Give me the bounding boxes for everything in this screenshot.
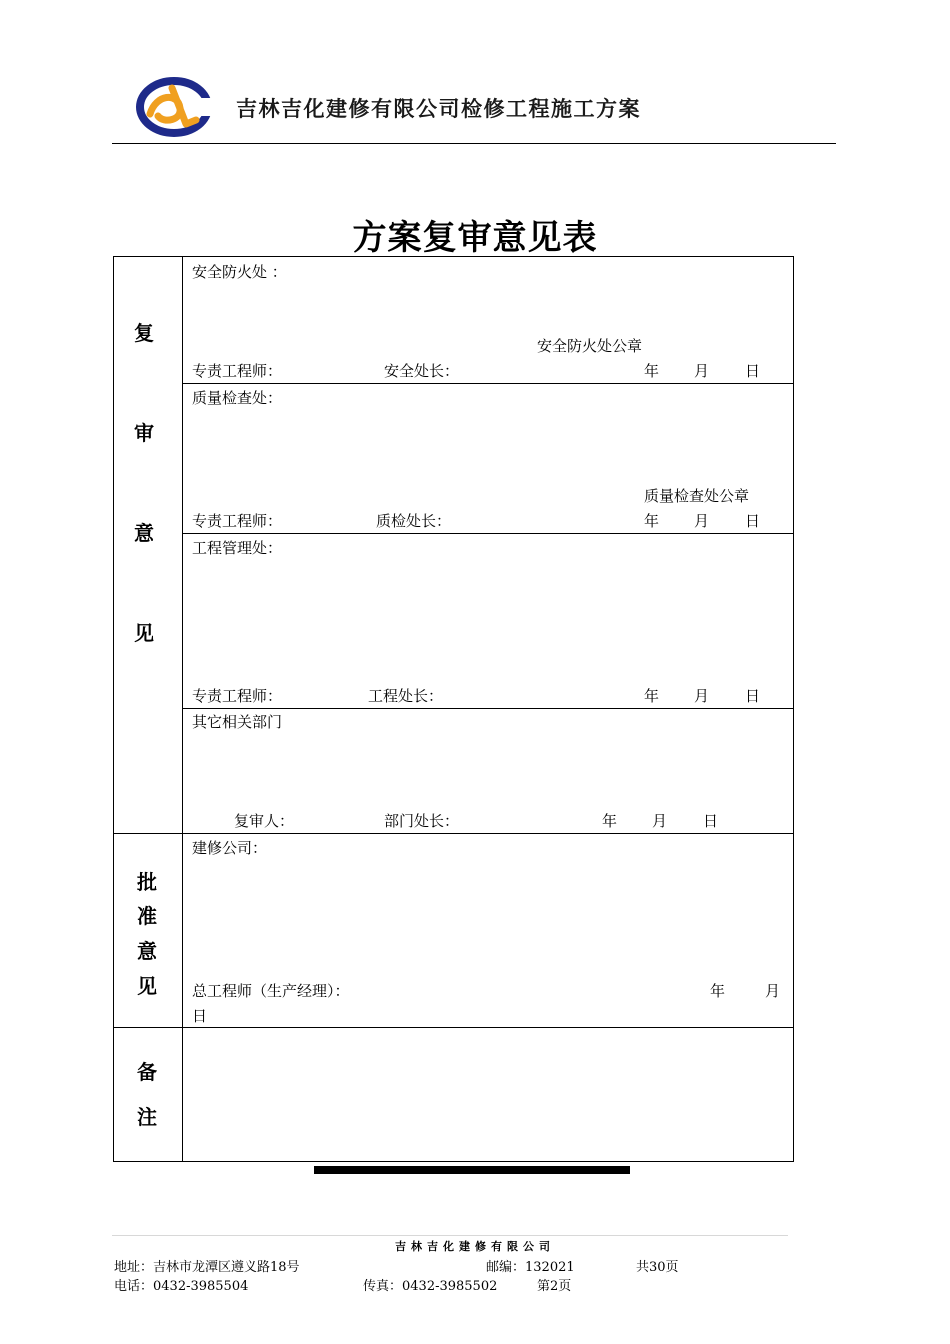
other-dept-label: 其它相关部门 xyxy=(192,713,283,731)
footer-page: 第2页 xyxy=(537,1279,572,1294)
safety-year-label: 年 xyxy=(644,362,660,380)
section-divider xyxy=(114,833,793,834)
approval-day-label: 日 xyxy=(192,1007,208,1025)
approval-side-char: 见 xyxy=(137,974,157,998)
footer-total-pages: 共30页 xyxy=(636,1260,679,1275)
quality-day-label: 日 xyxy=(745,512,761,530)
review-form-table xyxy=(113,256,794,1162)
quality-month-label: 月 xyxy=(694,512,710,530)
cd-logo-icon xyxy=(134,76,214,138)
footer-company: 吉林吉化建修有限公司 xyxy=(395,1240,555,1253)
other-day-label: 日 xyxy=(703,812,719,830)
safety-day-label: 日 xyxy=(745,362,761,380)
approval-company-label: 建修公司： xyxy=(192,839,268,857)
approval-chief-engineer-label: 总工程师（生产经理）： xyxy=(192,982,350,1000)
footer-divider xyxy=(112,1235,788,1236)
engineering-engineer-label: 专责工程师： xyxy=(192,687,283,705)
company-logo xyxy=(134,76,214,138)
engineering-chief-label: 工程处长： xyxy=(368,687,444,705)
quality-seal-label: 质量检查处公章 xyxy=(644,487,750,505)
header-divider xyxy=(112,143,836,144)
approval-side-char: 准 xyxy=(137,904,157,928)
table-bottom-bar xyxy=(314,1166,630,1174)
engineering-dept-label: 工程管理处： xyxy=(192,539,283,557)
section-divider xyxy=(114,1027,793,1028)
other-reviewer-label: 复审人： xyxy=(234,812,295,830)
approval-side-char: 意 xyxy=(137,939,157,963)
document-title: 方案复审意见表 xyxy=(352,218,598,258)
review-side-char: 意 xyxy=(134,521,154,545)
footer-address: 地址：吉林市龙潭区遵义路18号 xyxy=(114,1260,300,1275)
other-year-label: 年 xyxy=(602,812,618,830)
approval-month-label: 月 xyxy=(765,982,781,1000)
other-month-label: 月 xyxy=(652,812,668,830)
safety-dept-label: 安全防火处 ： xyxy=(192,263,287,281)
column-divider xyxy=(182,257,183,1161)
safety-seal-label: 安全防火处公章 xyxy=(537,337,643,355)
safety-chief-label: 安全处长： xyxy=(384,362,460,380)
row-divider xyxy=(182,708,793,709)
review-side-char: 复 xyxy=(134,321,154,345)
approval-year-label: 年 xyxy=(710,982,726,1000)
remarks-side-char: 注 xyxy=(137,1105,157,1129)
engineering-year-label: 年 xyxy=(644,687,660,705)
footer-phone: 电话：0432-3985504 xyxy=(114,1279,249,1294)
quality-dept-label: 质量检查处： xyxy=(192,389,283,407)
other-chief-label: 部门处长： xyxy=(384,812,460,830)
footer-fax: 传真：0432-3985502 xyxy=(363,1279,498,1294)
quality-chief-label: 质检处长： xyxy=(376,512,452,530)
review-side-char: 见 xyxy=(134,621,154,645)
company-title: 吉林吉化建修有限公司检修工程施工方案 xyxy=(236,97,641,121)
engineering-month-label: 月 xyxy=(694,687,710,705)
review-side-char: 审 xyxy=(134,421,154,445)
safety-month-label: 月 xyxy=(694,362,710,380)
remarks-side-char: 备 xyxy=(137,1060,157,1084)
approval-side-char: 批 xyxy=(137,870,157,894)
footer-postcode: 邮编：132021 xyxy=(486,1260,575,1275)
row-divider xyxy=(182,383,793,384)
quality-year-label: 年 xyxy=(644,512,660,530)
quality-engineer-label: 专责工程师： xyxy=(192,512,283,530)
engineering-day-label: 日 xyxy=(745,687,761,705)
safety-engineer-label: 专责工程师： xyxy=(192,362,283,380)
row-divider xyxy=(182,533,793,534)
